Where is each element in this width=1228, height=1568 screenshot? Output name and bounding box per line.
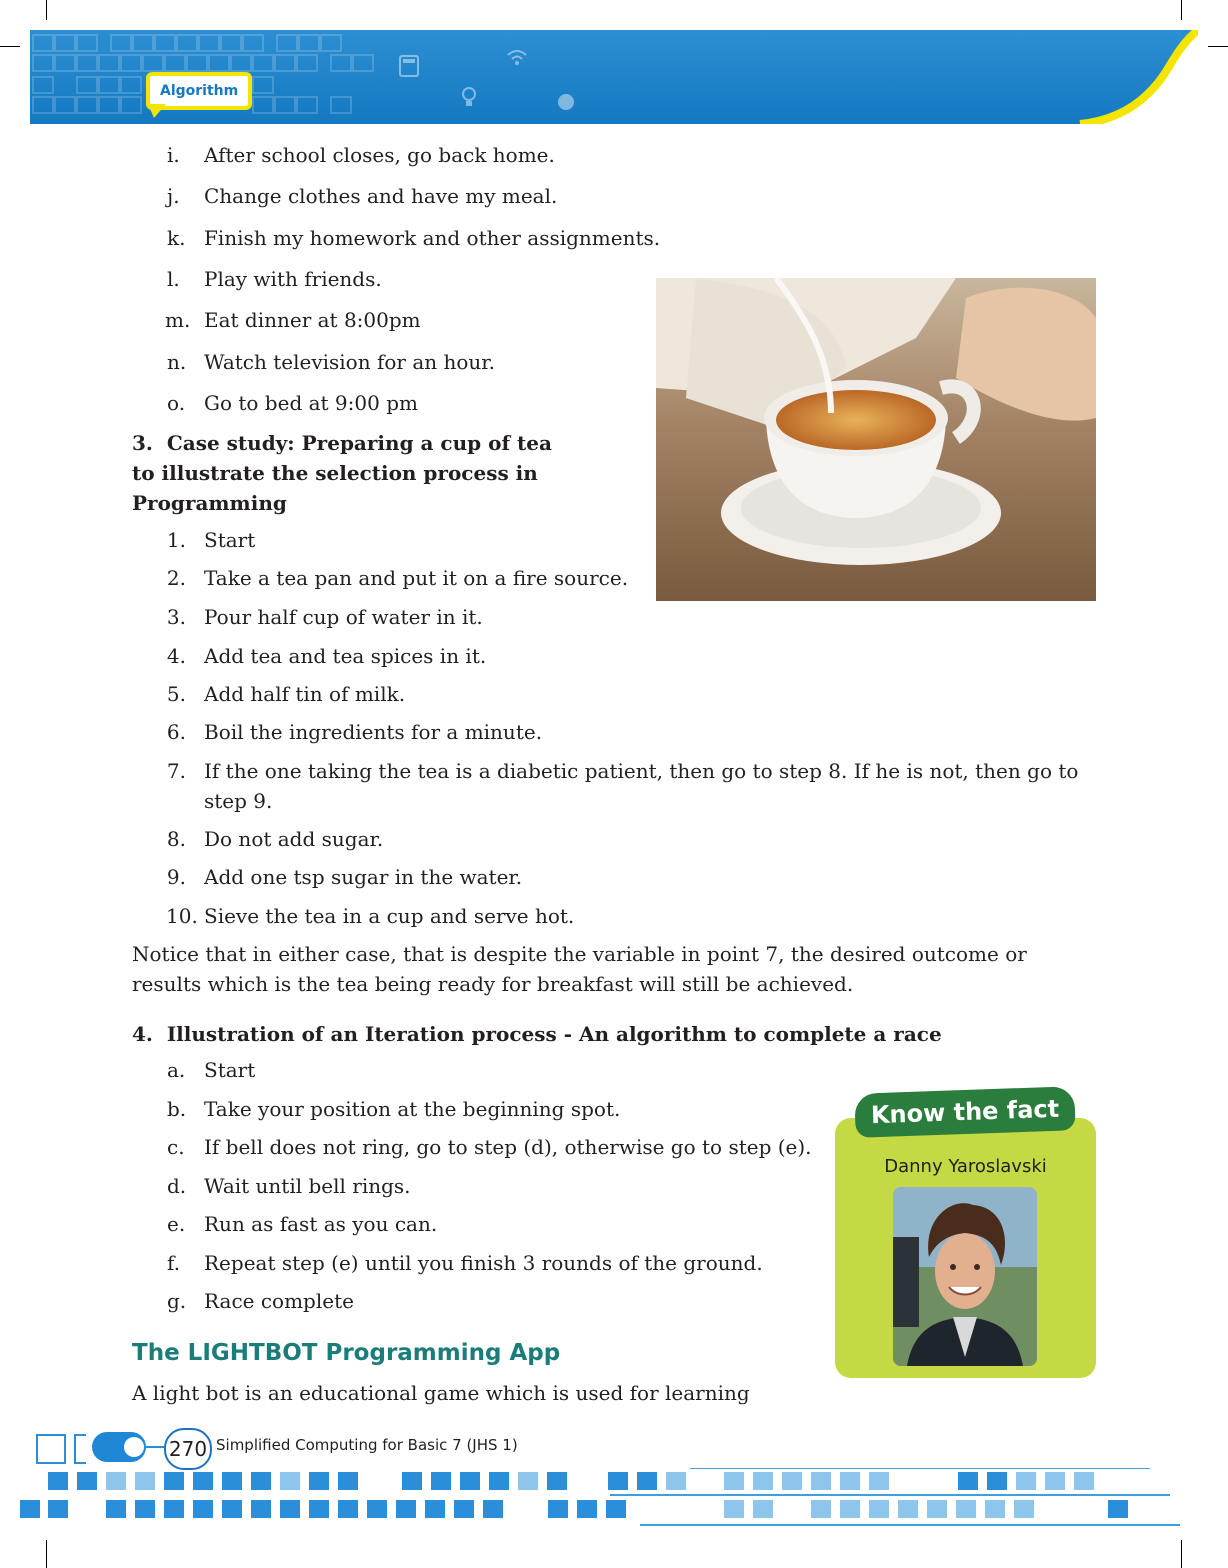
list-item <box>0 143 1228 167</box>
list-item <box>0 720 1228 744</box>
list-item <box>0 644 1228 668</box>
list-text: Add tea and tea spices in it. <box>204 644 487 668</box>
tea-cup-illustration <box>656 278 1096 601</box>
paragraph-line: results which is the tea being ready for breakfast will still be achieved. <box>132 972 854 996</box>
list-marker: c. <box>167 1135 185 1159</box>
list-marker: f. <box>167 1251 181 1275</box>
crop-mark <box>1208 46 1228 47</box>
list-item <box>0 1135 830 1159</box>
list-item <box>0 827 1228 851</box>
list-text: Take your position at the beginning spot. <box>204 1097 621 1121</box>
person-portrait <box>893 1187 1037 1366</box>
list-marker: 9. <box>166 865 186 889</box>
list-text: If the one taking the tea is a diabetic patient, then go to step 8. If he is not, then go to <box>204 759 1079 783</box>
list-marker: 2. <box>166 566 186 590</box>
list-text: Repeat step (e) until you finish 3 rounds of the ground. <box>204 1251 763 1275</box>
lightbot-paragraph: A light bot is an educational game which is used for learning <box>132 1381 750 1405</box>
list-marker: 7. <box>166 759 186 783</box>
list-marker: 6. <box>166 720 186 744</box>
list-marker: a. <box>167 1058 186 1082</box>
list-item <box>0 1097 820 1121</box>
list-text: Wait until bell rings. <box>204 1174 411 1198</box>
list-item <box>0 1174 820 1198</box>
list-text: Change clothes and have my meal. <box>204 184 558 208</box>
fact-tab <box>854 1086 1075 1138</box>
chapter-chip-label: Algorithm <box>160 83 239 99</box>
note-paragraph <box>132 939 1092 999</box>
list-item <box>0 267 640 291</box>
fact-person-name: Danny Yaroslavski <box>884 1156 1047 1177</box>
list-item <box>0 226 1228 250</box>
list-text: Go to bed at 9:00 pm <box>204 391 418 415</box>
header-swoosh <box>1060 30 1198 124</box>
list-item <box>0 1289 820 1313</box>
case-study-heading <box>132 428 632 518</box>
list-item <box>0 350 640 374</box>
list-text: Start <box>204 528 256 552</box>
list-item <box>0 904 1228 928</box>
wifi-icon <box>506 48 528 66</box>
list-text: Eat dinner at 8:00pm <box>204 308 421 332</box>
list-text: If bell does not ring, go to step (d), otherwise go to step (e). <box>204 1135 812 1159</box>
chip-pointer <box>148 104 166 118</box>
list-item <box>0 605 1228 629</box>
footer-bracket <box>74 1434 86 1464</box>
crop-mark <box>0 46 20 47</box>
crop-mark <box>46 1540 47 1568</box>
toggle-line <box>144 1446 166 1448</box>
portrait-illustration <box>893 1187 1037 1366</box>
list-item <box>0 1058 820 1082</box>
section-number: 4. <box>132 1022 153 1046</box>
list-marker: g. <box>167 1289 187 1313</box>
fact-tab-label: Know the fact <box>870 1094 1060 1130</box>
page-number: 270 <box>164 1428 212 1470</box>
list-marker: 3. <box>166 605 186 629</box>
list-text: Race complete <box>204 1289 354 1313</box>
crop-mark <box>1181 0 1182 20</box>
list-text: Sieve the tea in a cup and serve hot. <box>204 904 575 928</box>
list-text: Start <box>204 1058 256 1082</box>
globe-icon <box>556 92 576 112</box>
lightbulb-icon <box>458 84 480 110</box>
list-marker: d. <box>167 1174 187 1198</box>
list-marker: i. <box>167 143 180 167</box>
list-item <box>0 1251 820 1275</box>
list-text: Add half tin of milk. <box>204 682 406 706</box>
list-marker: j. <box>167 184 180 208</box>
list-text: Finish my homework and other assignments. <box>204 226 661 250</box>
list-item <box>0 391 640 415</box>
footer-square-outline <box>36 1434 66 1464</box>
list-marker: 4. <box>166 644 186 668</box>
lightbot-heading: The LIGHTBOT Programming App <box>132 1340 561 1366</box>
list-item <box>0 865 1228 889</box>
list-text: Take a tea pan and put it on a fire source. <box>204 566 629 590</box>
list-marker: m. <box>165 308 191 332</box>
list-text: Boil the ingredients for a minute. <box>204 720 543 744</box>
list-item <box>0 759 1228 813</box>
crop-mark <box>46 0 47 20</box>
list-marker: 1. <box>166 528 186 552</box>
section-number: 3. <box>132 431 153 455</box>
list-text: Do not add sugar. <box>204 827 384 851</box>
list-item <box>0 308 640 332</box>
toggle-knob <box>124 1437 144 1457</box>
crop-mark <box>1181 1540 1182 1568</box>
list-item <box>0 184 1228 208</box>
heading-line: Illustration of an Iteration process - An algorithm to complete a race <box>166 1022 942 1046</box>
footer-circuit-pattern <box>0 1464 1228 1544</box>
list-marker: k. <box>167 226 186 250</box>
list-item <box>0 528 640 552</box>
list-marker: e. <box>167 1212 186 1236</box>
iteration-heading <box>132 1019 1092 1049</box>
list-text: Pour half cup of water in it. <box>204 605 483 629</box>
list-marker: 5. <box>166 682 186 706</box>
list-marker: l. <box>167 267 180 291</box>
list-item <box>0 682 1228 706</box>
list-marker: 10. <box>166 904 198 928</box>
heading-line: Case study: Preparing a cup of tea <box>166 431 552 455</box>
heading-line: Programming <box>132 491 287 515</box>
tea-photo <box>656 278 1096 601</box>
list-text: Play with friends. <box>204 267 382 291</box>
book-title: Simplified Computing for Basic 7 (JHS 1) <box>216 1436 518 1454</box>
list-item <box>0 566 650 590</box>
heading-line: to illustrate the selection process in <box>132 461 538 485</box>
list-marker: o. <box>167 391 186 415</box>
list-marker: 8. <box>166 827 186 851</box>
list-text: Watch television for an hour. <box>204 350 496 374</box>
calculator-icon <box>398 54 420 78</box>
list-item <box>0 1212 820 1236</box>
list-text: Add one tsp sugar in the water. <box>204 865 523 889</box>
list-marker: b. <box>167 1097 187 1121</box>
paragraph-line: Notice that in either case, that is despite the variable in point 7, the desired outcome or <box>132 942 1027 966</box>
list-marker: n. <box>167 350 187 374</box>
list-text: Run as fast as you can. <box>204 1212 438 1236</box>
list-text: After school closes, go back home. <box>204 143 555 167</box>
list-text-continued: step 9. <box>204 789 273 813</box>
